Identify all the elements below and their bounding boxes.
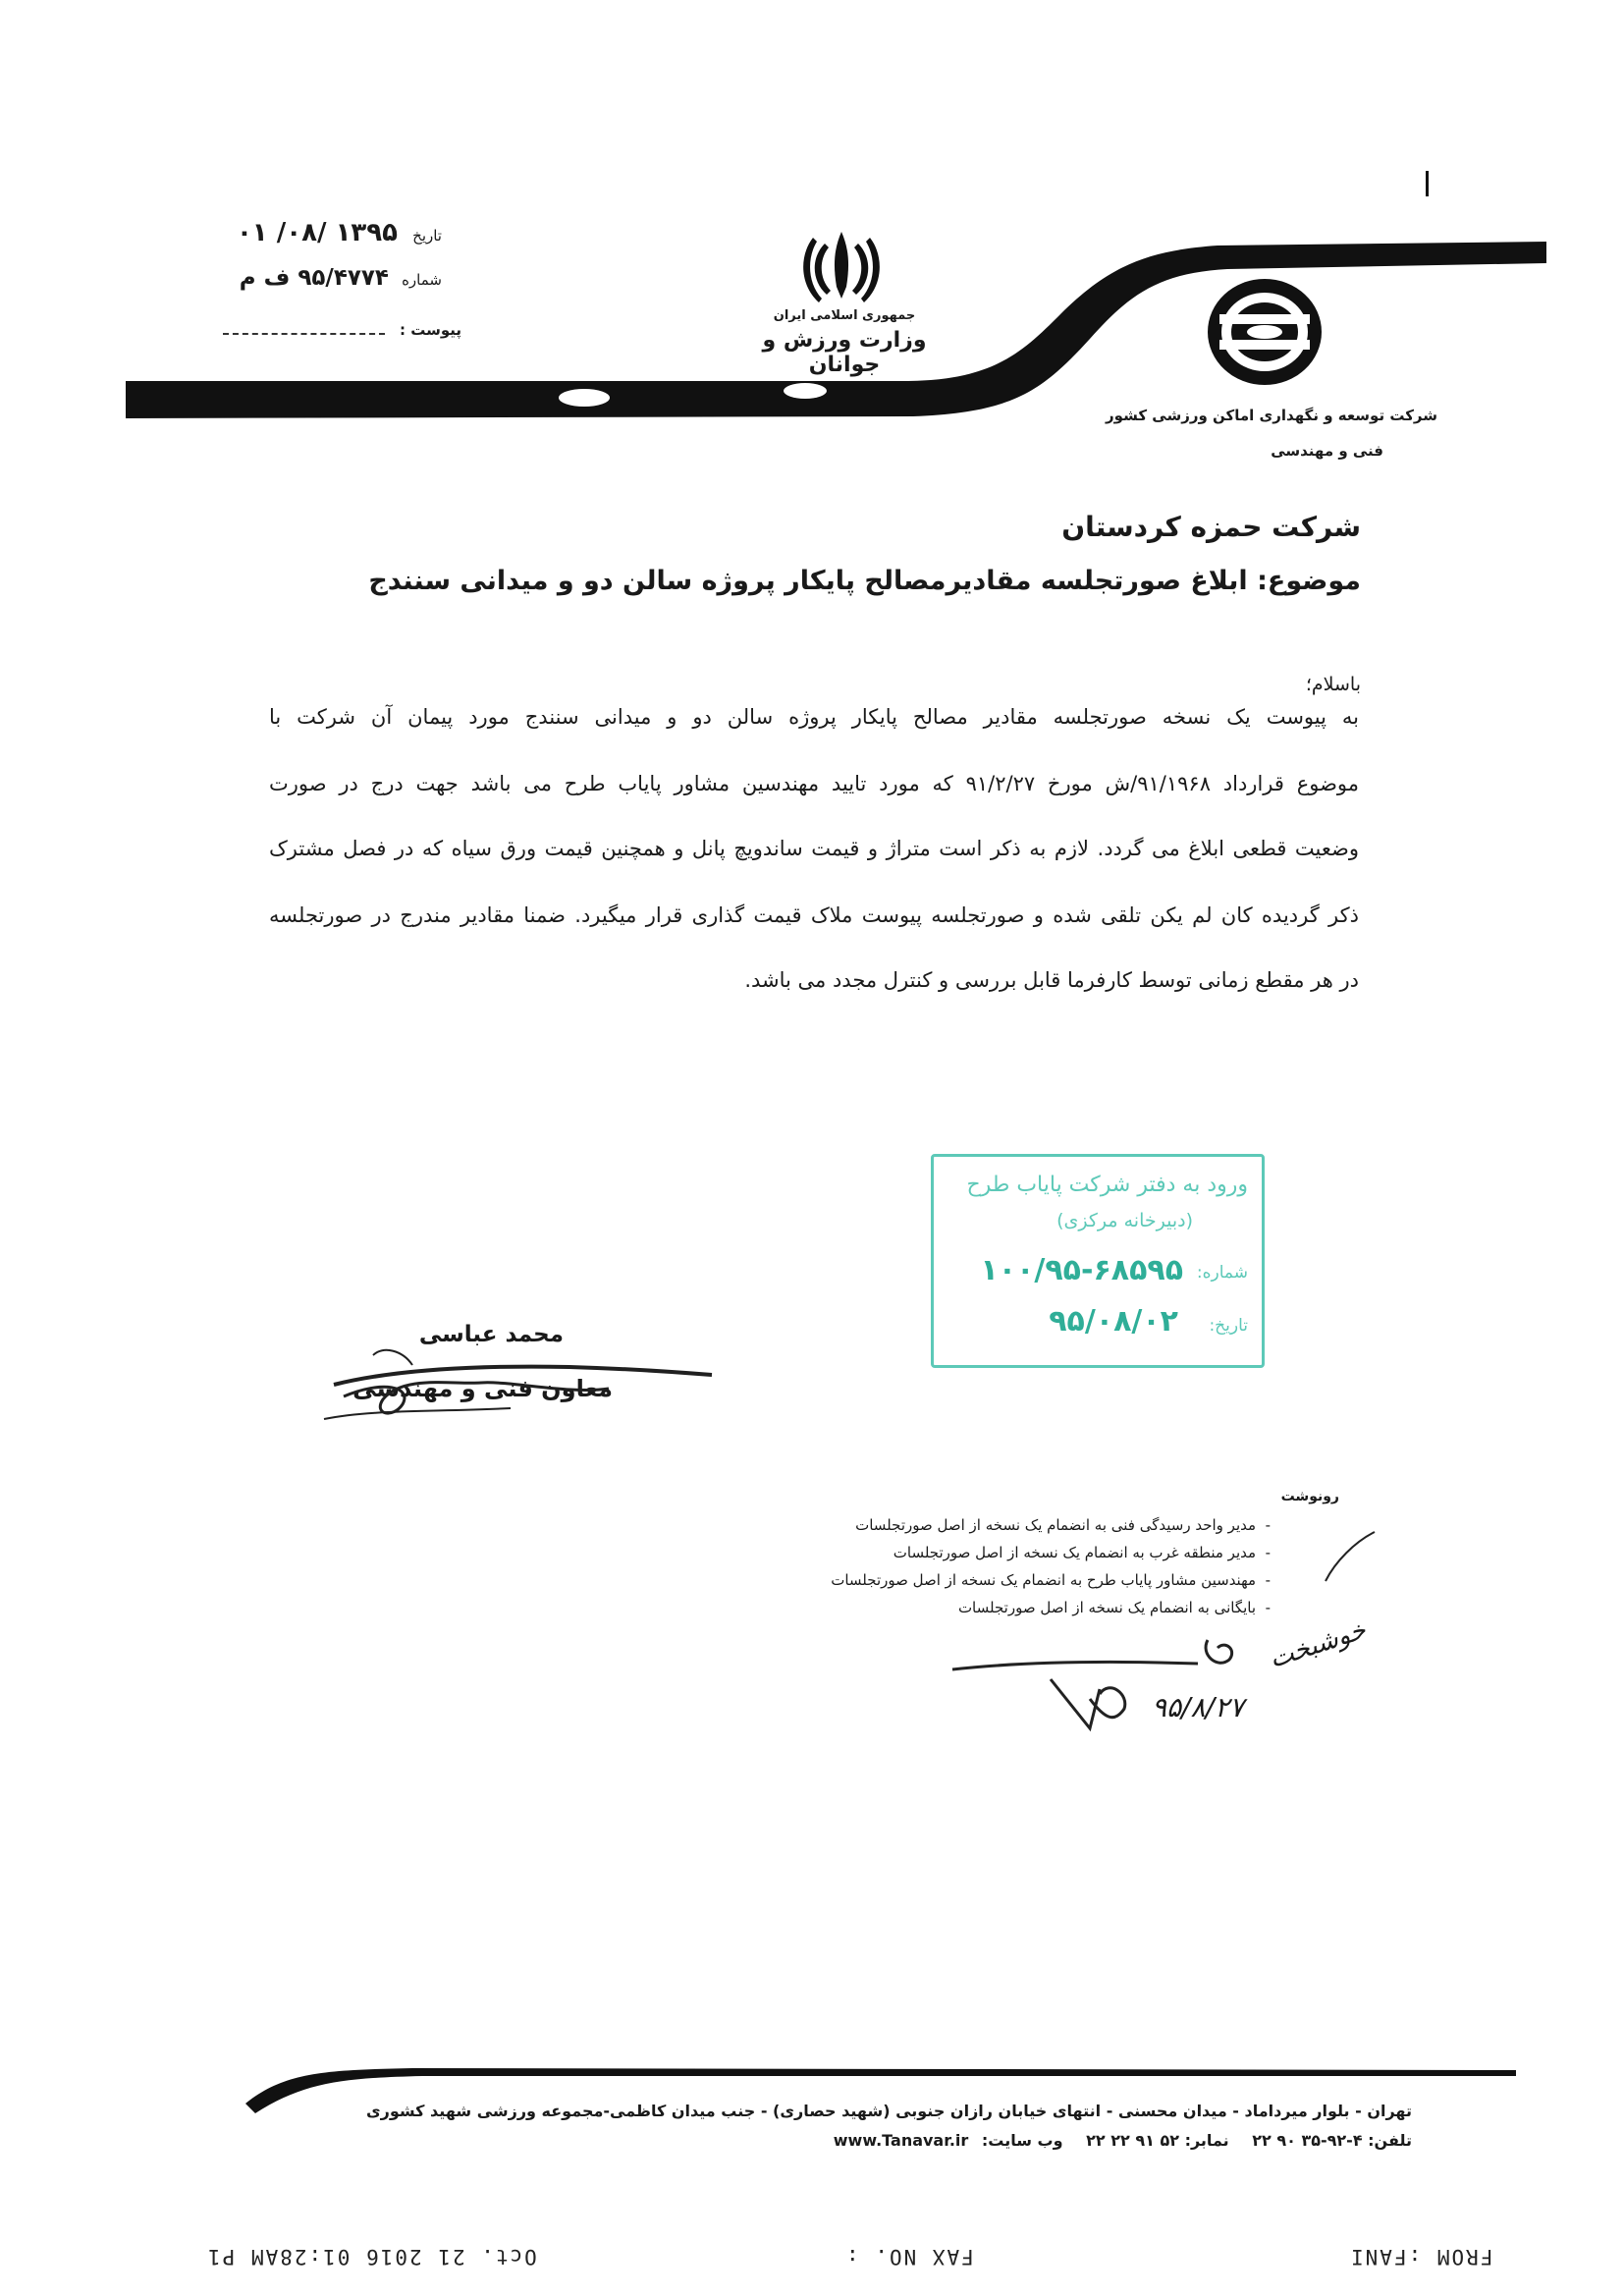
recipient: شرکت حمزه کردستان	[1061, 511, 1361, 543]
cc-item-text: بایگانی به انضمام یک نسخه از اصل صورتجلسات	[957, 1599, 1257, 1616]
greeting: باسلام؛	[1305, 674, 1361, 695]
body-line: در هر مقطع زمانی توسط کارفرما قابل بررسی و کنترل مجدد می باشد.	[744, 968, 1359, 992]
subject: موضوع: ابلاغ صورتجلسه مقادیرمصالح پایکار پروژه سالن دو و میدانی سنندج	[368, 566, 1361, 596]
handwritten-note: خوشبخت	[1266, 1615, 1370, 1674]
company-name-line2: فنی و مهندسی	[1271, 442, 1383, 460]
attachment-blank	[223, 333, 385, 335]
stamp-number-label: شماره:	[1196, 1263, 1248, 1283]
cc-bullet: -	[1256, 1571, 1271, 1589]
date-label: تاریخ	[412, 227, 442, 245]
fax-number: FAX NO. :	[844, 2245, 974, 2269]
cc-bullet: -	[1256, 1599, 1271, 1616]
footer-website-label: وب سایت:	[981, 2131, 1063, 2150]
stamp-line2: (دبیرخانه مرکزی)	[1056, 1210, 1193, 1231]
stamp-line1: ورود به دفتر شرکت پایاب طرح	[966, 1173, 1248, 1197]
attachment-row	[177, 320, 461, 339]
number-row	[177, 265, 442, 291]
footer-fax: نمابر: ۵۲ ۹۱ ۲۲ ۲۲	[1086, 2131, 1229, 2150]
cc-label: رونوشت	[1280, 1489, 1339, 1504]
cc-bullet: -	[1256, 1516, 1271, 1534]
body-line: به پیوست یک نسخه صورتجلسه مقادیر مصالح پایکار پروژه سالن دو و میدانی سنندج مورد پیمان آن شرکت با	[269, 705, 1359, 729]
cc-item-text: مدیر واحد رسیدگی فنی به انضمام یک نسخه از اصل صورتجلسات	[855, 1516, 1257, 1534]
footer-phone: تلفن: ۴-۹۲-۳۵ ۹۰ ۲۲	[1252, 2131, 1412, 2150]
company-name-line1: شرکت توسعه و نگهداری اماکن ورزشی کشور	[1106, 407, 1437, 424]
cc-item-text: مدیر منطقه غرب به انضمام یک نسخه از اصل صورتجلسات	[893, 1544, 1257, 1561]
ministry-title: وزارت ورزش و جوانان	[762, 328, 927, 377]
signature-scribble	[314, 1326, 727, 1434]
footer-website[interactable]: www.Tanavar.ir	[833, 2131, 969, 2150]
body-line: موضوع قرارداد ۹۱/۱۹۶۸/ش مورخ ۹۱/۲/۲۷ که مورد تایید مهندسین مشاور پایاب طرح می باشد جهت درج در صورت	[269, 772, 1360, 795]
signer-name: محمد عباسی	[418, 1322, 564, 1347]
cc-item-text: مهندسین مشاور پایاب طرح به انضمام یک نسخه از اصل صورتجلسات	[831, 1571, 1257, 1589]
footer-contact	[430, 2131, 1412, 2150]
cc-bullet: -	[1256, 1544, 1271, 1561]
number-label: شماره	[402, 271, 442, 289]
number-value: ۹۵/۴۷۷۴ ف م	[239, 265, 389, 291]
stamp-number-value: ۱۰۰/۹۵-۶۸۵۹۵	[980, 1253, 1183, 1287]
ministry-small-label: جمهوری اسلامی ایران	[773, 308, 916, 323]
stamp-date-value: ۹۵/۰۸/۰۲	[1049, 1304, 1178, 1339]
footer-address: تهران - بلوار میرداماد - میدان محسنی - انتهای خیابان رازان جنوبی (شهید حصاری) - جنب میدان کاظمی-مجموعه ورزشی شهید کشوری	[365, 2102, 1412, 2120]
receipt-stamp	[931, 1154, 1265, 1368]
date-value: ۱۳۹۵ /۰۸/ ۰۱	[236, 218, 399, 247]
company-logo-icon	[1206, 277, 1324, 387]
stamp-date-label: تاریخ:	[1209, 1316, 1248, 1336]
body-line: وضعیت قطعی ابلاغ می گردد. لازم به ذکر است متراژ و قیمت ساندویچ پانل و همچنین قیمت ورق سیاه که در فصل مشترک	[269, 837, 1359, 860]
iran-emblem-icon	[797, 226, 886, 308]
attachment-label: پیوست :	[399, 321, 461, 339]
fax-from: FROM :FANI	[1349, 2245, 1493, 2269]
corner-mark	[1426, 171, 1429, 196]
date-row	[177, 218, 442, 247]
body-line: ذکر گردیده کان لم یکن تلقی شده و صورتجلسه پیوست ملاک قیمت گذاری قرار میگیرد. ضمنا مقادیر مندرج در صورتجلسه	[269, 903, 1359, 927]
fax-timestamp: Oct. 21 2016 01:28AM P1	[206, 2245, 537, 2269]
signer-title: معاون فنی و مهندسی	[352, 1375, 613, 1402]
handwritten-date: ۹۵/۸/۲۷	[1151, 1691, 1245, 1723]
